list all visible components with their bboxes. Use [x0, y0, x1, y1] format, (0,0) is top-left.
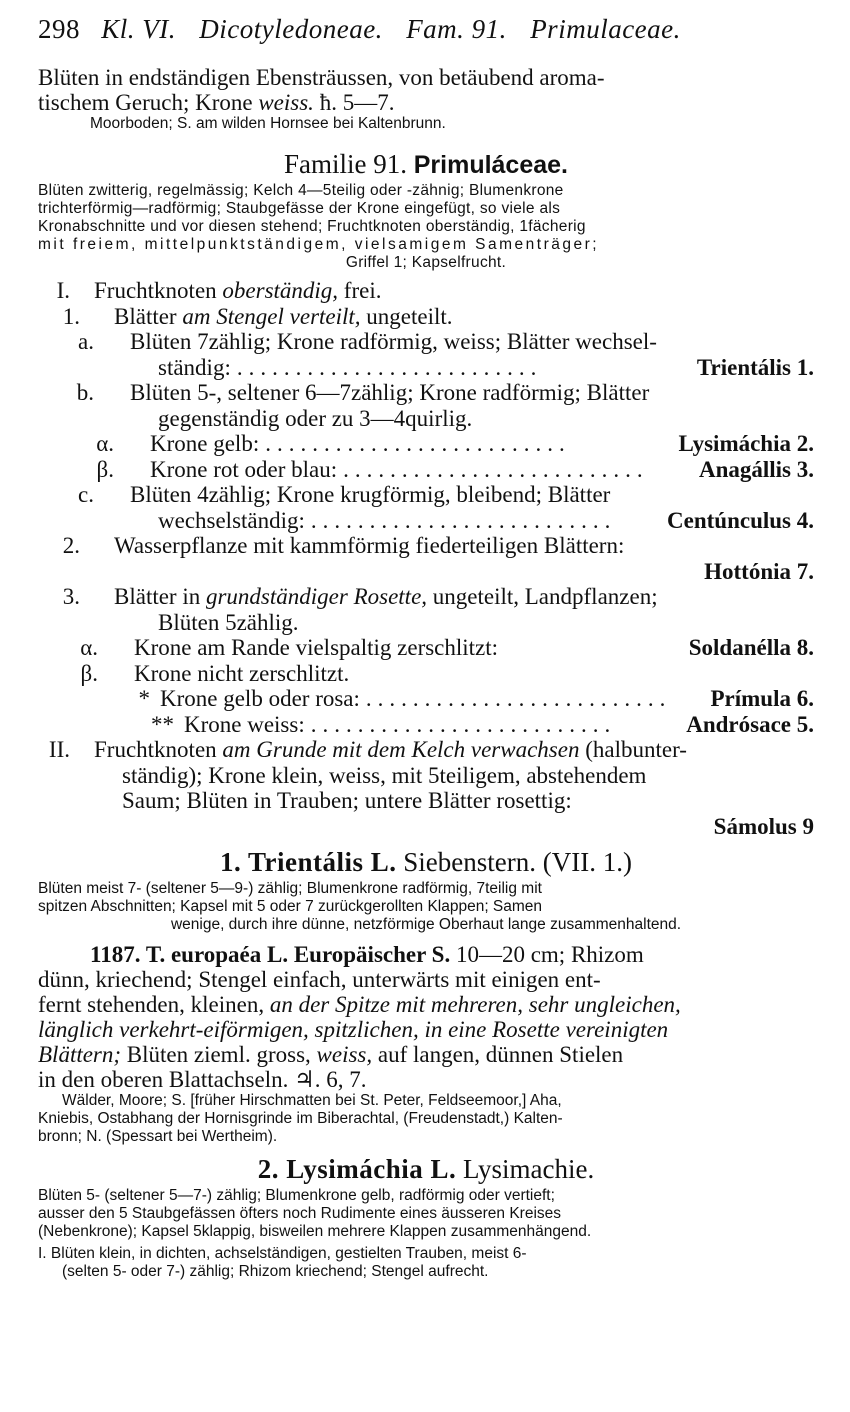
key-italic: am Grunde mit dem Kelch verwachsen — [222, 737, 580, 762]
key-1c — [38, 482, 814, 533]
key-lead — [184, 712, 814, 738]
genus1-ref: (VII. 1.) — [536, 847, 632, 877]
key-italic: am Stengel verteilt, — [182, 303, 361, 329]
species-text: fernt stehenden, kleinen, — [38, 992, 270, 1017]
key-text: Fruchtknoten — [94, 737, 223, 762]
key-mark: II. — [48, 737, 70, 762]
family-heading — [38, 149, 814, 180]
genus1-title: 1. Trientális L. — [220, 847, 397, 877]
key-result: Hottónia 7. — [704, 558, 814, 584]
key-result: Andrósace 5. — [686, 711, 814, 737]
species-italic: weiss, — [316, 1042, 373, 1067]
genus2-desc-line: (Nebenkrone); Kapsel 5klappig, bisweilen mehrere Klappen zusammenhängend. — [38, 1223, 592, 1240]
key-mark: β. — [80, 660, 98, 686]
key-lead — [150, 457, 814, 483]
header-subclass: Dicotyledoneae. — [199, 14, 383, 44]
species-habitat — [38, 1092, 814, 1146]
family-desc-line: Blüten zwitterig, regelmässig; Kelch 4—5teilig oder -zähnig; Blumenkrone — [38, 182, 564, 199]
key-lead — [134, 635, 814, 661]
page-number: 298 — [38, 14, 80, 44]
key-3-beta — [38, 661, 814, 687]
genus2-title: 2. Lysimáchia L. — [257, 1154, 457, 1184]
key-italic: oberständig, — [222, 278, 339, 303]
key-text-line — [94, 737, 814, 763]
key-text: Saum; Blüten in Trauben; untere Blätter rosettig: — [122, 788, 572, 813]
key-result: Prímula 6. — [710, 686, 814, 711]
key-text: (halbunter- — [579, 737, 687, 762]
species-text: auf langen, dünnen Stielen — [372, 1042, 624, 1067]
genus1-desc-line: spitzen Abschnitten; Kapsel mit 5 oder 7 zurückgerollten Klappen; Samen — [38, 898, 543, 915]
previous-species-continuation — [38, 65, 814, 133]
header-family-ref: Fam. 91. — [406, 14, 507, 44]
key-text: Krone nicht zerschlitzt. — [134, 660, 350, 686]
key-lead — [160, 686, 814, 712]
family-desc-line: Griffel 1; Kapselfrucht. — [345, 254, 507, 271]
key-text: Blüten 7zählig; Krone radförmig, weiss; Blätter wechsel- — [130, 329, 657, 354]
key-text-line — [114, 584, 814, 610]
leader-dots: .......................... — [343, 456, 649, 482]
habitat-line: Kniebis, Ostabhang der Hornisgrinde im Biberachtal, (Freudenstadt,) Kalten- — [38, 1110, 563, 1127]
genus1-heading — [38, 847, 814, 878]
key-text: Krone weiss: — [184, 711, 305, 737]
key-text: Fruchtknoten — [94, 278, 223, 303]
key-text: Krone gelb oder rosa: — [160, 686, 360, 711]
leader-dots: .......................... — [310, 507, 617, 533]
key-mark: b. — [76, 380, 94, 405]
key-text: Blätter — [114, 303, 183, 329]
key-text: gegenständig oder zu 3—4quirlig. — [158, 405, 473, 431]
prev-text-end: ħ. 5—7. — [313, 90, 395, 115]
key-text: Blüten 4zählig; Krone krugförmig, bleibend; Blätter — [130, 482, 611, 507]
key-text: ungeteilt. — [360, 303, 453, 329]
key-3 — [38, 584, 814, 635]
family-desc-line: Kronabschnitte und vor diesen stehend; Fruchtknoten oberständig, 1fächerig — [38, 218, 586, 235]
species-common: Europäischer S. — [288, 942, 451, 967]
key-mark: 2. — [62, 533, 80, 558]
key-mark: * — [138, 686, 150, 711]
key-lead — [150, 431, 814, 457]
key-3-beta-doublestar — [38, 712, 814, 738]
key-mark: β. — [96, 456, 114, 482]
key-I — [38, 278, 814, 304]
key-mark: α. — [80, 635, 98, 660]
leader-dots: .......................... — [265, 431, 571, 456]
genus1-common-name: Siebenstern. — [396, 847, 537, 877]
key-text: Wasserpflanze mit kammförmig fiederteiligen Blättern: — [114, 533, 625, 558]
habitat-line: bronn; N. (Spessart bei Wertheim). — [38, 1128, 278, 1145]
genus2-desc-line: Blüten 5- (seltener 5—7-) zählig; Blumenkrone gelb, radförmig oder vertieft; — [38, 1187, 555, 1204]
key-text: ständig); Krone klein, weiss, mit 5teiligem, abstehendem — [122, 762, 647, 788]
genus2-desc-line: ausser den 5 Staubgefässen öfters noch Rudimente eines äusseren Kreises — [38, 1205, 562, 1222]
key-text: Blüten 5-, seltener 6—7zählig; Krone radförmig; Blätter — [130, 380, 650, 405]
key-text: Blätter in — [114, 584, 206, 609]
leader-dots: .......................... — [310, 711, 617, 737]
leader-dots: .......................... — [236, 354, 543, 380]
species-italic: an der Spitze mit mehreren, sehr ungleichen, — [269, 992, 681, 1017]
key-mark: ** — [151, 711, 174, 737]
key-result: Soldanélla 8. — [688, 635, 814, 660]
key-italic: grundständiger Rosette, — [205, 584, 428, 609]
species-line-6: in den oberen Blattachseln. ♃. 6, 7. — [38, 1067, 367, 1092]
key-result: Trientális 1. — [696, 354, 814, 380]
family-desc-line: mit freiem, mittelpunktständigem, vielsamigem Samenträger; — [38, 236, 600, 253]
genus2-heading — [38, 1154, 814, 1185]
family-prefix: Familie 91. — [283, 149, 407, 179]
key-mark: c. — [78, 482, 94, 507]
family-description — [38, 182, 814, 272]
prev-habitat: Moorboden; S. am wilden Hornsee bei Kaltenbrunn. — [90, 115, 446, 132]
header-family-name: Primulaceae. — [530, 14, 681, 44]
key-mark: 3. — [62, 584, 80, 609]
genus2-key-line: (selten 5- oder 7-) zählig; Rhizom kriechend; Stengel aufrecht. — [62, 1263, 489, 1280]
key-result: Centúnculus 4. — [667, 507, 814, 533]
species-number: 1187. T. europaéa L. — [90, 942, 289, 967]
key-text: Krone am Rande vielspaltig zerschlitzt: — [134, 635, 499, 660]
key-text: wechselständig: — [158, 507, 305, 533]
header-class: Kl. VI. — [101, 14, 176, 44]
key-mark: a. — [78, 329, 94, 354]
key-1 — [38, 304, 814, 330]
key-mark: I. — [56, 278, 70, 303]
prev-italic: weiss. — [258, 90, 314, 115]
species-line-5 — [38, 1042, 814, 1067]
key-1b-alpha — [38, 431, 814, 457]
genus2-common-name: Lysimachie. — [456, 1154, 595, 1184]
genus1-desc-line: Blüten meist 7- (seltener 5—9-) zählig; Blumenkrone radförmig, 7teilig mit — [38, 880, 542, 897]
key-mark: 1. — [62, 303, 80, 329]
genus2-description — [38, 1187, 814, 1281]
key-2 — [38, 533, 814, 584]
prev-line-2 — [38, 90, 814, 115]
key-result: Lysimáchia 2. — [678, 431, 814, 456]
genus-key — [38, 278, 814, 839]
prev-text: tischem Geruch; Krone — [38, 90, 259, 115]
family-desc-line: trichterförmig—radförmig; Staubgefässe der Krone eingefügt, so viele als — [38, 200, 561, 217]
species-1187 — [38, 942, 814, 1146]
key-text: Krone gelb: — [150, 431, 260, 456]
species-text: 10—20 cm; Rhizom — [450, 942, 644, 967]
running-header — [38, 14, 814, 45]
species-line-4 — [38, 1017, 814, 1042]
key-II — [38, 737, 814, 839]
key-text: ungeteilt, Landpflanzen; — [427, 584, 658, 609]
family-name: Primuláceae. — [413, 151, 568, 179]
key-1b — [38, 380, 814, 431]
key-lead — [130, 508, 814, 534]
species-line-3 — [38, 992, 814, 1017]
key-3-beta-star — [38, 686, 814, 712]
key-result: Sámolus 9 — [713, 813, 814, 839]
habitat-line: Wälder, Moore; S. [früher Hirschmatten bei St. Peter, Feldseemoor,] Aha, — [62, 1092, 562, 1109]
key-text: frei. — [338, 278, 382, 303]
species-text: Blüten zieml. gross, — [121, 1042, 317, 1067]
key-text: ständig: — [158, 354, 231, 380]
key-text: Krone rot oder blau: — [150, 456, 338, 482]
species-italic: länglich verkehrt-eiförmigen, spitzlichen, in eine Rosette vereinigten — [38, 1017, 669, 1042]
genus1-desc-line: wenige, durch ihre dünne, netzförmige Oberhaut lange zusammenhaltend. — [170, 916, 682, 933]
key-mark: α. — [96, 431, 114, 456]
species-italic: Blättern; — [38, 1042, 122, 1067]
key-result: Anagállis 3. — [698, 456, 814, 482]
leader-dots: .......................... — [365, 686, 672, 711]
key-1b-beta — [38, 457, 814, 483]
species-line-2: dünn, kriechend; Stengel einfach, unterwärts mit einigen ent- — [38, 967, 601, 992]
genus2-key-line: I. Blüten klein, in dichten, achselständigen, gestielten Trauben, meist 6- — [38, 1245, 527, 1262]
key-1a — [38, 329, 814, 380]
key-lead — [130, 355, 814, 381]
genus1-description — [38, 880, 814, 934]
key-text: Blüten 5zählig. — [158, 609, 299, 635]
prev-line-1: Blüten in endständigen Ebensträussen, von betäubend aroma- — [38, 65, 605, 90]
species-line-1 — [38, 942, 814, 967]
key-3-alpha — [38, 635, 814, 661]
